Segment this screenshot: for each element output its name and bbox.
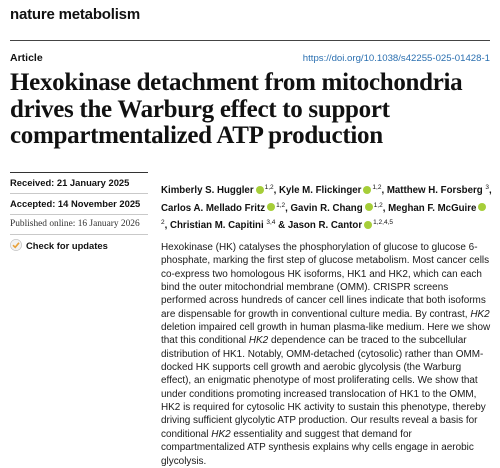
article-type-label: Article: [10, 52, 43, 64]
article-title: Hexokinase detachment from mitochondria drives the Warburg effect to support compartmentalized ATP production: [10, 69, 463, 149]
check-for-updates-label[interactable]: Check for updates: [26, 239, 108, 251]
author-name[interactable]: Matthew H. Forsberg: [386, 185, 483, 197]
author-name[interactable]: Christian M. Capitini: [170, 220, 264, 232]
gene-name: HK2: [470, 308, 490, 320]
header-rule: [10, 40, 490, 41]
abstract-segment: deletion impaired cell growth in human plasma-like medium. Here we show that this conditional: [161, 322, 491, 347]
check-for-updates-icon: [10, 239, 22, 251]
affiliation-marker: 2: [161, 219, 165, 227]
author-name[interactable]: Kimberly S. Huggler: [161, 185, 254, 197]
doi-link[interactable]: [303, 53, 490, 64]
abstract-segment: essentiality and suggest that demand for compartmentalized ATP synthesis explains why cells engage in aerobic glycolysis.: [161, 428, 474, 467]
affiliation-marker: 1,2: [372, 184, 382, 191]
gene-name: HK2: [211, 428, 231, 440]
affiliation-marker: 1,2,4,5: [373, 219, 393, 227]
author-name[interactable]: Jason R. Cantor: [287, 220, 363, 232]
orcid-icon[interactable]: [267, 203, 275, 211]
published-date: Published online: 16 January 2026: [10, 214, 148, 234]
orcid-icon[interactable]: [365, 203, 373, 211]
doi-link-text[interactable]: https://doi.org/10.1038/s42255-025-01428-1: [302, 53, 490, 64]
received-date: Received: 21 January 2025: [10, 172, 148, 193]
author-name[interactable]: Meghan F. McGuire: [388, 202, 477, 214]
abstract-segment: Hexokinase (HK) catalyses the phosphorylation of glucose to glucose 6-phosphate, marking the first step of glucose metabolism. Most cancer cells co-express two homologous HK isoforms, HK1 and HK2, which can each bind the outer mitochondrial membrane (OMM). CRISPR screens performed across hundreds of cancer cell lines indicate that both isoforms are dispensable for growth in conventional culture media. By contrast,: [161, 242, 490, 320]
author-name[interactable]: Carlos A. Mellado Fritz: [161, 202, 266, 214]
affiliation-marker: 1,2: [373, 201, 383, 209]
orcid-icon[interactable]: [363, 186, 371, 194]
check-for-updates-button[interactable]: [10, 234, 148, 256]
author-name[interactable]: Kyle M. Flickinger: [279, 185, 362, 197]
abstract-segment: dependence can be traced to the subcellular distribution of HK1. Notably, OMM-detached (cytosolic) rather than OMM-docked HK supports cell growth and aerobic glycolysis (the Warburg effect), an enigmatic phenotype of most proliferating cells. We show that under conditions promoting increased translocation of HK1 to the OMM, HK2 is required for cytosolic HK activity to sustain this phenotype, thereby driving sufficient glycolytic ATP production. Our results reveal a basis for conditional: [161, 335, 486, 440]
journal-name[interactable]: nature metabolism: [10, 6, 140, 23]
article-history: [10, 172, 148, 256]
orcid-icon[interactable]: [478, 203, 486, 211]
affiliation-marker: 1,2: [264, 184, 274, 191]
abstract-text: [161, 241, 493, 468]
orcid-icon[interactable]: [364, 221, 372, 229]
author-list: Kimberly S. Huggler $^{1,2}$, Kyle M. Flickinger $^{1,2}$, Matthew H. Forsberg $^3$, Carlos A. Mellado Fritz $^{1,2}$, Gavin R. Chang $^{1,2}$, Meghan F. McGuire$^2$, Christian M. Capitini $^{3,4}$ & Jason R. Cantor $^{1,2,4,5}$: [161, 184, 492, 232]
affiliation-marker: 1,2: [276, 201, 286, 209]
affiliation-marker: 3,4: [266, 219, 276, 227]
accepted-date: Accepted: 14 November 2025: [10, 193, 148, 214]
author-name[interactable]: Gavin R. Chang: [290, 202, 363, 214]
gene-name: HK2: [248, 335, 269, 347]
orcid-icon[interactable]: [256, 186, 264, 194]
affiliation-marker: 3: [485, 184, 489, 191]
